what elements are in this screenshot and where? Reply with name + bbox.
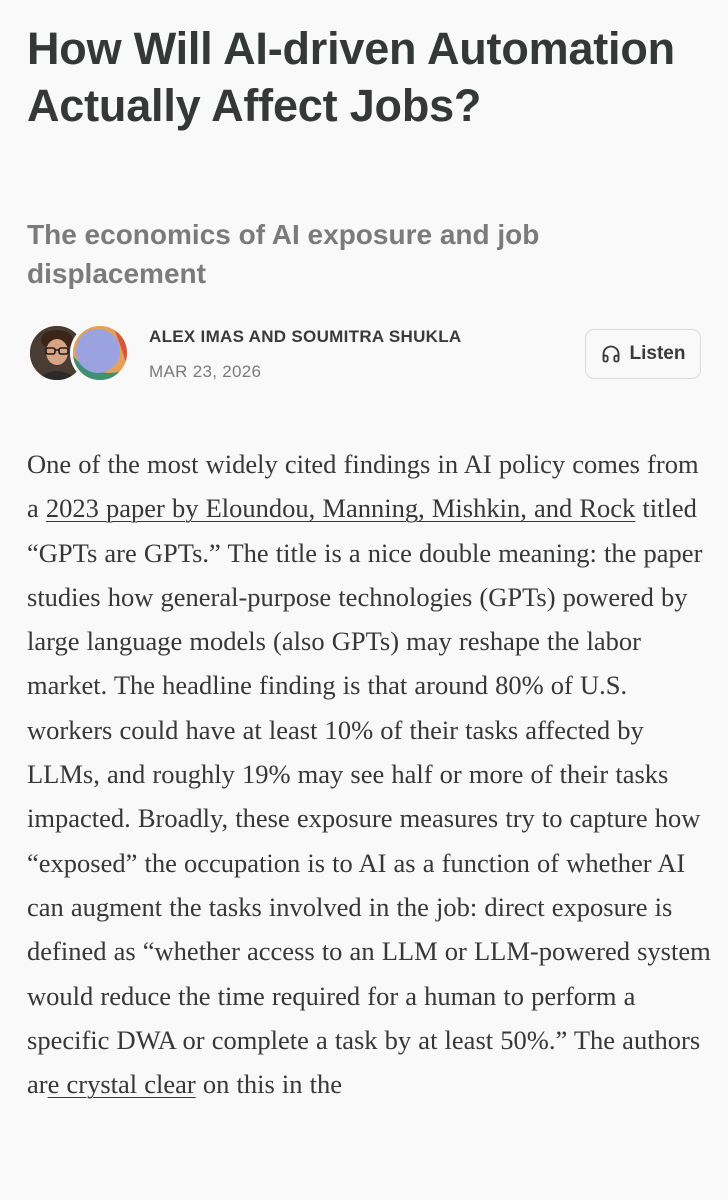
- author-avatar-soumitra-shukla[interactable]: [70, 323, 130, 383]
- crystal-clear-link[interactable]: e crystal clear: [47, 1069, 196, 1100]
- paragraph-text: One of the most widely cited findings in AI policy comes from a: [27, 449, 699, 524]
- article-title: How Will AI-driven Automation Actually Affect Jobs?: [27, 23, 675, 131]
- byline-meta: [149, 325, 462, 384]
- article-subtitle: The economics of AI exposure and job displacement: [27, 219, 540, 289]
- paper-link[interactable]: 2023 paper by Eloundou, Manning, Mishkin, and Rock: [45, 493, 636, 524]
- paragraph-text: titled “GPTs are GPTs.” The title is a nice double meaning: the paper studies how general-purpose technologies (GPTs) powered by large language models (also GPTs) may reshape the labor market. The headline finding is that around 80% of U.S. workers could have at least 10% of their tasks affected by LLMs, and roughly 19% may see half or more of their tasks impacted. Broadly, these exposure measures try to capture how “exposed” the occupation is to AI as a function of whether AI can augment the tasks involved in the job: direct exposure is defined as “whether access to an LLM or LLM-powered system would reduce the time required for a human to perform a specific DWA or complete a task by at least 50%.” The authors ar: [27, 493, 711, 1100]
- listen-button[interactable]: [585, 329, 701, 379]
- author-names[interactable]: ALEX IMAS AND SOUMITRA SHUKLA: [149, 327, 462, 346]
- author-avatars[interactable]: [27, 323, 131, 385]
- author-placeholder-icon: [73, 326, 127, 380]
- publish-date: MAR 23, 2026: [149, 362, 262, 381]
- article-paragraph: [27, 442, 717, 1106]
- headphones-icon: [601, 344, 621, 364]
- paragraph-text: on this in the: [195, 1069, 342, 1100]
- byline: [27, 323, 701, 385]
- listen-label: Listen: [629, 343, 686, 364]
